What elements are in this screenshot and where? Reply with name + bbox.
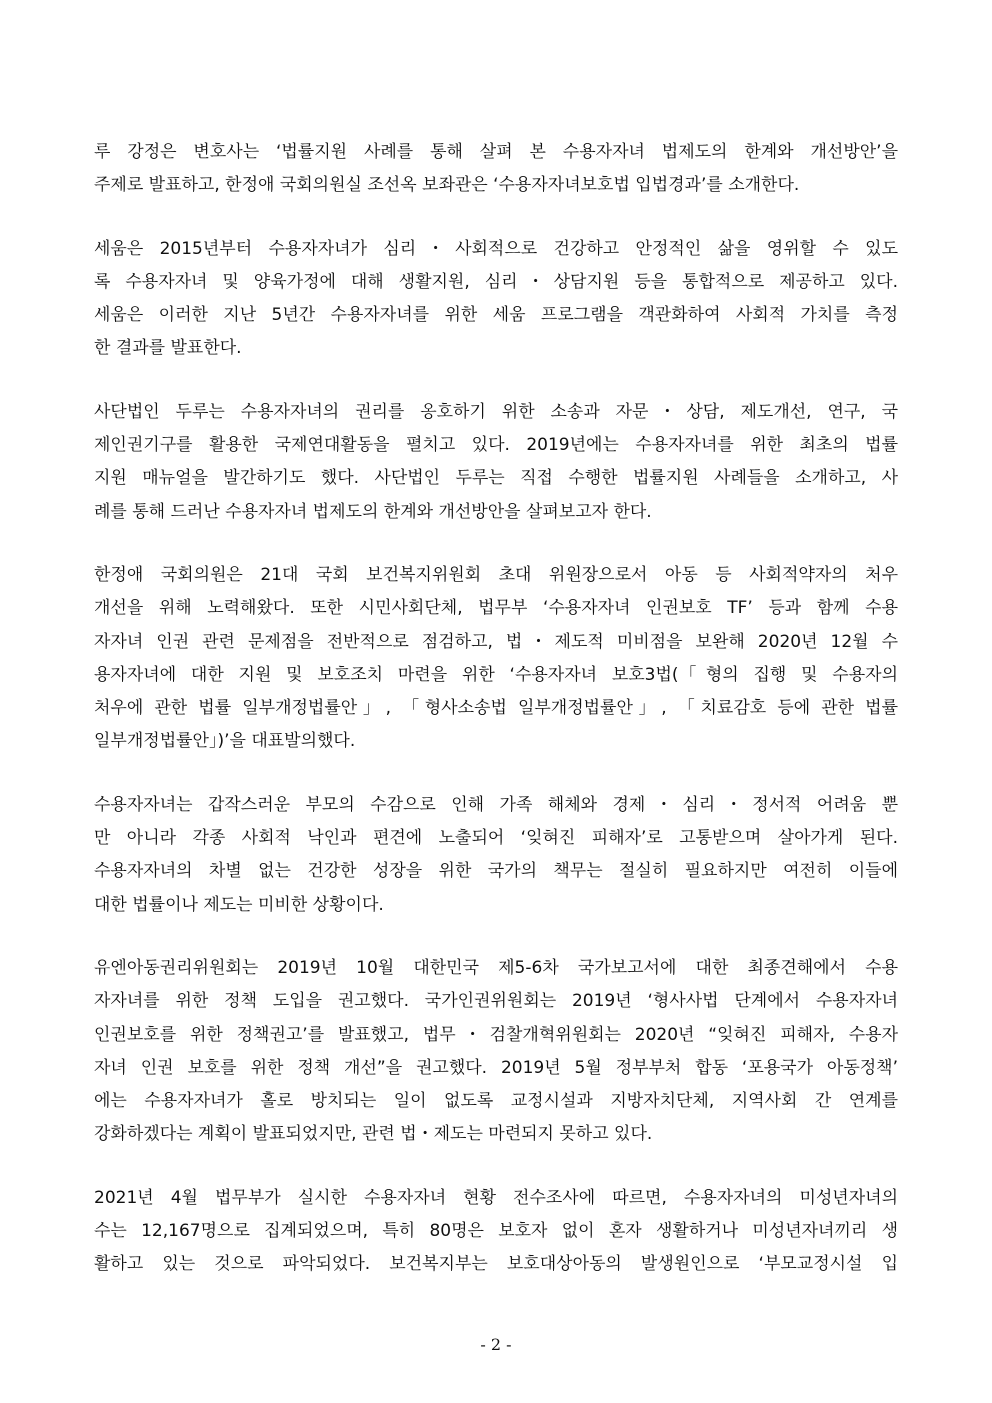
text-line: 수용자자녀의 차별 없는 건강한 성장을 위한 국가의 책무는 절실히 필요하지만 여전히 이들에	[94, 861, 898, 882]
paragraph	[94, 233, 898, 366]
text-line: 세움은 이러한 지난 5년간 수용자자녀를 위한 세움 프로그램을 객관화하여 사회적 가치를 측정	[94, 305, 898, 326]
text-line: 자녀 인권 보호를 위한 정책 개선”을 권고했다. 2019년 5월 정부부처 합동 ‘포용국가 아동정책’	[94, 1057, 898, 1078]
paragraph	[94, 136, 898, 203]
text-line: 만 아니라 각종 사회적 낙인과 편견에 노출되어 ‘잊혀진 피해자’로 고통받으며 살아가게 된다.	[94, 828, 898, 849]
text-line: 인권보호를 위한 정책권고’를 발표했고, 법무・검찰개혁위원회는 2020년 “잊혀진 피해자, 수용자	[94, 1024, 898, 1045]
text-line: 루 강정은 변호사는 ‘법률지원 사례를 통해 살펴 본 수용자자녀 법제도의 한계와 개선방안’을	[94, 142, 898, 162]
text-line: 용자자녀에 대한 지원 및 보호조치 마련을 위한 ‘수용자자녀 보호3법(「형의 집행 및 수용자의	[94, 664, 898, 685]
paragraph	[94, 1182, 898, 1282]
text-line: 자자녀를 위한 정책 도입을 권고했다. 국가인권위원회는 2019년 ‘형사사법 단계에서 수용자자녀	[94, 991, 898, 1012]
text-line: 수는 12,167명으로 집계되었으며, 특히 80명은 보호자 없이 혼자 생활하거나 미성년자녀끼리 생	[94, 1221, 898, 1242]
paragraph	[94, 396, 898, 529]
text-line: 록 수용자자녀 및 양육가정에 대해 생활지원, 심리・상담지원 등을 통합적으로 제공하고 있다.	[94, 271, 898, 292]
text-line: 자자녀 인권 관련 문제점을 전반적으로 점검하고, 법・제도적 미비점을 보완해 2020년 12월 수	[94, 631, 898, 652]
text-line: 강화하겠다는 계획이 발표되었지만, 관련 법・제도는 마련되지 못하고 있다.	[94, 1124, 653, 1145]
text-line: 에는 수용자자녀가 홀로 방치되는 일이 없도록 교정시설과 지방자치단체, 지역사회 간 연계를	[94, 1091, 898, 1112]
text-line: 처우에 관한 법률 일부개정법률안」, 「형사소송법 일부개정법률안」, 「치료감호 등에 관한 법률	[94, 698, 898, 719]
text-line: 제인권기구를 활용한 국제연대활동을 펼치고 있다. 2019년에는 수용자자녀를 위한 최초의 법률	[94, 435, 898, 456]
text-line: 례를 통해 드러난 수용자자녀 법제도의 한계와 개선방안을 살펴보고자 한다.	[94, 501, 652, 522]
paragraph	[94, 952, 898, 1152]
paragraph	[94, 789, 898, 922]
text-line: 대한 법률이나 제도는 미비한 상황이다.	[94, 894, 384, 915]
text-line: 지원 매뉴얼을 발간하기도 했다. 사단법인 두루는 직접 수행한 법률지원 사례들을 소개하고, 사	[94, 468, 898, 489]
text-line: 주제로 발표하고, 한정애 국회의원실 조선옥 보좌관은 ‘수용자자녀보호법 입법경과’를 소개한다.	[94, 175, 800, 196]
text-line: 사단법인 두루는 수용자자녀의 권리를 옹호하기 위한 소송과 자문・상담, 제도개선, 연구, 국	[94, 401, 898, 422]
text-line: 세움은 2015년부터 수용자자녀가 심리・사회적으로 건강하고 안정적인 삶을 영위할 수 있도	[94, 238, 898, 259]
text-line: 개선을 위해 노력해왔다. 또한 시민사회단체, 법무부 ‘수용자자녀 인권보호 TF’ 등과 함께 수용	[94, 598, 898, 619]
text-line: 한 결과를 발표한다.	[94, 338, 242, 359]
page-number: - 2 -	[480, 1335, 512, 1354]
text-line: 일부개정법률안」)’을 대표발의했다.	[94, 731, 356, 752]
paragraph	[94, 559, 898, 759]
text-line: 유엔아동권리위원회는 2019년 10월 대한민국 제5-6차 국가보고서에 대한 최종견해에서 수용	[94, 957, 898, 978]
document-body	[94, 136, 898, 1312]
text-line: 활하고 있는 것으로 파악되었다. 보건복지부는 보호대상아동의 발생원인으로 ‘부모교정시설 입	[94, 1254, 898, 1275]
text-line: 한정애 국회의원은 21대 국회 보건복지위원회 초대 위원장으로서 아동 등 사회적약자의 처우	[94, 564, 898, 585]
text-line: 수용자자녀는 갑작스러운 부모의 수감으로 인해 가족 해체와 경제・심리・정서적 어려움 뿐	[94, 794, 898, 815]
text-line: 2021년 4월 법무부가 실시한 수용자자녀 현황 전수조사에 따르면, 수용자자녀의 미성년자녀의	[94, 1187, 898, 1208]
